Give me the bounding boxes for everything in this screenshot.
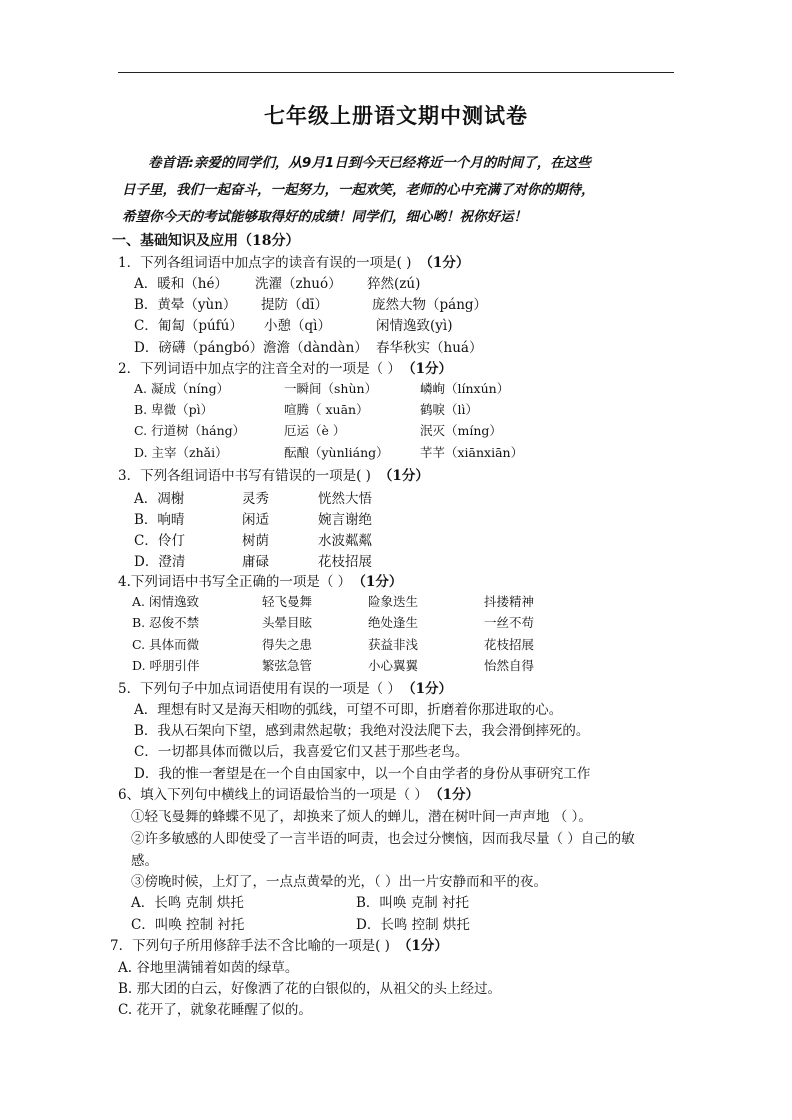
- q2-option-a-3: 嶙峋（línxún）: [420, 381, 510, 396]
- q6-stem: 6、填入下列句中横线上的词语最恰当的一项是（ ） （1分）: [118, 787, 480, 803]
- q2-option-c: C. 行道树（háng）: [134, 423, 246, 438]
- q1-option-b-2: 提防（dī）: [261, 297, 328, 313]
- q1-option-b-3: 庞然大物（páng）: [372, 297, 488, 313]
- q2-option-b-2: 喧腾（ xuān）: [284, 402, 369, 417]
- q1-score: （1分）: [419, 255, 470, 271]
- q4-option-a-2: 轻飞曼舞: [262, 594, 313, 609]
- q5-score: （1分）: [408, 681, 453, 697]
- q4-option-a-3: 险象迭生: [368, 594, 419, 609]
- q7-option-a: A. 谷地里满铺着如茵的绿草。: [118, 960, 299, 976]
- q1-stem: 1．下列各组词语中加点字的读音有误的一项是( ) （1分）: [118, 255, 470, 271]
- q2-option-a-2: 一瞬间（shùn）: [284, 381, 378, 396]
- q6-sentence-2-cont: 感。: [131, 853, 158, 869]
- q2-option-b-3: 鹤唳（lì）: [420, 402, 478, 417]
- q1-option-a-3: 猝然(zú): [367, 276, 421, 292]
- q3-option-c-3: 水波粼粼: [318, 533, 372, 549]
- q3-option-c: C．伶仃: [134, 533, 185, 549]
- q6-sentence-1: ①轻飞曼舞的蜂蝶不见了，却换来了烦人的蝉儿，潜在树叶间一声声地 （ ）。: [131, 809, 592, 825]
- q1-option-a-2: 洗濯（zhuó）: [255, 276, 342, 292]
- q2-option-d-3: 芊芊（xiānxiān）: [420, 445, 524, 460]
- section-heading: 一、基础知识及应用（18分）: [112, 233, 300, 249]
- q2-option-c-2: 厄运（è ）: [284, 423, 346, 438]
- q7-option-c: C. 花开了，就象花睡醒了似的。: [118, 1002, 312, 1018]
- q6-option-c: C．叫唤 控制 衬托: [131, 917, 245, 933]
- page-title: 七年级上册语文期中测试卷: [264, 103, 528, 128]
- q1-option-c-2: 小憩（qì）: [264, 318, 331, 334]
- q6-sentence-2: ②许多敏感的人即使受了一言半语的呵责，也会过分懊恼，因而我尽量（ ）自己的敏: [131, 831, 635, 847]
- q1-option-c-3: 闲情逸致(yì): [376, 318, 453, 334]
- q7-score: （1分）: [397, 938, 448, 954]
- q3-option-d: D．澄清: [134, 554, 186, 570]
- q4-option-c: C. 具体而微: [132, 637, 200, 652]
- q2-score: （1分）: [408, 361, 453, 377]
- q2-option-a: A. 凝成（níng）: [134, 381, 230, 396]
- q2-option-d-2: 酝酿（yùnliáng）: [284, 445, 389, 460]
- q7-option-b: B. 那大团的白云，好像洒了花的白银似的，从祖父的头上经过。: [118, 981, 502, 997]
- q1-option-c: C．匍匐（púfú）: [134, 318, 243, 334]
- q6-sentence-3: ③傍晚时候，上灯了，一点点黄晕的光，（ ）出一片安静而和平的夜。: [131, 874, 548, 890]
- q5-stem: 5．下列句子中加点词语使用有误的一项是（ ） （1分）: [118, 681, 453, 697]
- preface-line-2: 日子里，我们一起奋斗，一起努力，一起欢笑，老师的心中充满了对你的期待，: [122, 182, 595, 198]
- q4-option-c-4: 花枝招展: [484, 637, 535, 652]
- q1-option-a: A．暖和（hé）: [134, 276, 228, 292]
- q3-score: （1分）: [378, 468, 429, 484]
- preface-label: 卷首语:: [148, 155, 194, 171]
- q4-option-b-3: 绝处逢生: [368, 615, 419, 630]
- q5-option-a: A．理想有时又是海天相吻的弧线，可望不可即，折磨着你那进取的心。: [134, 702, 563, 718]
- q4-option-a-4: 抖搂精神: [484, 594, 535, 609]
- q4-option-a: A. 闲情逸致: [132, 594, 199, 609]
- q3-stem: 3．下列各组词语中书写有错误的一项是( ) （1分）: [118, 468, 429, 484]
- q2-option-d: D. 主宰（zhǎi）: [134, 445, 228, 460]
- q3-option-a-2: 灵秀: [242, 491, 269, 507]
- q3-option-d-3: 花枝招展: [318, 554, 372, 570]
- q3-option-b: B．响晴: [134, 512, 185, 528]
- q6-score: （1分）: [435, 787, 480, 803]
- q2-stem: 2．下列词语中加点字的注音全对的一项是（ ） （1分）: [118, 361, 453, 377]
- q4-score: （1分）: [359, 574, 403, 590]
- q2-option-c-3: 泯灭（míng）: [420, 423, 502, 438]
- q4-option-b: B. 忍俊不禁: [132, 615, 200, 630]
- q3-option-a: A．凋榭: [134, 491, 185, 507]
- q6-option-b: B．叫唤 克制 衬托: [356, 895, 470, 911]
- q4-stem: 4.下列词语中书写全正确的一项是（ ） （1分）: [118, 574, 403, 590]
- q4-option-b-4: 一丝不苟: [484, 615, 535, 630]
- q4-option-b-2: 头晕目眩: [262, 615, 313, 630]
- q3-option-d-2: 庸碌: [242, 554, 269, 570]
- q4-option-d: D. 呼朋引伴: [132, 658, 200, 673]
- q6-option-a: A．长鸣 克制 烘托: [131, 895, 244, 911]
- q6-option-d: D．长鸣 控制 烘托: [356, 917, 470, 933]
- preface: [120, 150, 676, 231]
- q3-option-c-2: 树荫: [242, 533, 269, 549]
- preface-line-1: 卷首语:亲爱的同学们，从9月1日到今天已经将近一个月的时间了，在这些: [148, 155, 591, 171]
- q1-option-d-3: 春华秋实（huá）: [376, 340, 483, 356]
- q3-option-b-2: 闲适: [242, 512, 269, 528]
- q1-option-b: B．黄晕（yùn）: [134, 297, 237, 313]
- q5-option-d: D．我的惟一奢望是在一个自由国家中，以一个自由学者的身份从事研究工作: [134, 766, 591, 782]
- q4-option-d-3: 小心翼翼: [368, 658, 419, 673]
- top-rule: [118, 72, 674, 73]
- q4-option-d-2: 繁弦急管: [262, 658, 313, 673]
- q3-option-a-3: 恍然大悟: [318, 491, 372, 507]
- preface-line-3: 希望你今天的考试能够取得好的成绩！同学们，细心哟！祝你好运！: [122, 209, 527, 225]
- q2-option-b: B. 卑微（pì）: [134, 402, 214, 417]
- q5-option-b: B．我从石架向下望，感到肃然起敬；我绝对没法爬下去，我会滑倒摔死的。: [134, 723, 590, 739]
- q3-option-b-3: 婉言谢绝: [318, 512, 372, 528]
- q4-option-d-4: 怡然自得: [484, 658, 535, 673]
- q4-option-c-2: 得失之患: [262, 637, 313, 652]
- q7-stem: 7．下列句子所用修辞手法不含比喻的一项是( ) （1分）: [110, 938, 448, 954]
- q5-option-c: C．一切都具体而微以后，我喜爱它们又甚于那些老鸟。: [134, 744, 469, 760]
- q4-option-c-3: 获益非浅: [368, 637, 419, 652]
- q1-option-d-2: 澹澹（dàndàn）: [263, 340, 368, 356]
- q1-option-d: D．磅礴（pángbó）: [134, 340, 264, 356]
